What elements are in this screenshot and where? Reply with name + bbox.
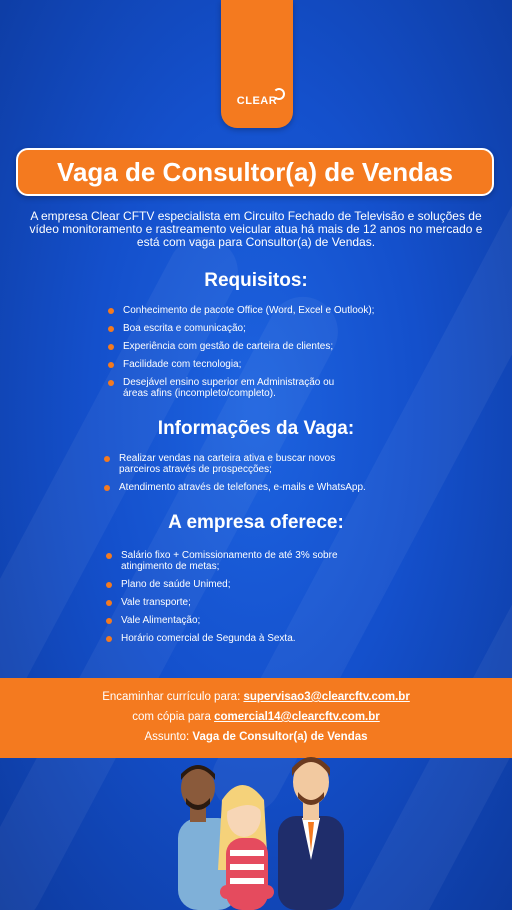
requisitos-list [108, 305, 438, 406]
list-item: Experiência com gestão de carteira de clientes; [108, 341, 438, 352]
informacoes-heading: Informações da Vaga: [157, 418, 355, 439]
bullet-icon [106, 618, 112, 624]
bullet-icon [106, 553, 112, 559]
contact-line-3: Assunto: Vaga de Consultor(a) de Vendas [144, 731, 368, 743]
woman-figure [218, 785, 274, 910]
list-item: Salário fixo + Comissionamento de até 3% sobre atingimento de metas; [106, 550, 381, 572]
bullet-icon [104, 485, 110, 491]
informacoes-list [104, 453, 404, 500]
email-link-supervisao[interactable]: supervisao3@clearcftv.com.br [243, 691, 410, 703]
list-item: Vale transporte; [106, 597, 386, 608]
bullet-icon [108, 380, 114, 386]
title-banner [16, 148, 494, 196]
intro-paragraph: A empresa Clear CFTV especialista em Circuito Fechado de Televisão e soluções de vídeo monitoramento e rastreamento veicular atua há mais de 12 anos no mercado e está com vaga para Consultor(a) de Vendas. [29, 209, 483, 249]
requisitos-heading: Requisitos: [204, 270, 308, 291]
oferece-heading: A empresa oferece: [168, 512, 344, 533]
contact-line-1: Encaminhar currículo para: supervisao3@clearcftv.com.br [102, 691, 410, 703]
list-item: Atendimento através de telefones, e-mails e WhatsApp. [104, 482, 404, 493]
logo-tab [221, 0, 293, 128]
man-right-figure [278, 757, 344, 910]
bullet-icon [104, 456, 110, 462]
bullet-icon [108, 344, 114, 350]
bullet-icon [108, 362, 114, 368]
list-item: Facilidade com tecnologia; [108, 359, 438, 370]
bullet-icon [108, 326, 114, 332]
list-item: Plano de saúde Unimed; [106, 579, 386, 590]
list-item: Desejável ensino superior em Administração ou áreas afins (incompleto/completo). [108, 377, 353, 399]
bullet-icon [108, 308, 114, 314]
list-item: Conhecimento de pacote Office (Word, Excel e Outlook); [108, 305, 438, 316]
contact-line-2: com cópia para comercial14@clearcftv.com.br [132, 711, 380, 723]
list-item: Horário comercial de Segunda à Sexta. [106, 633, 386, 644]
team-illustration [160, 740, 360, 910]
list-item: Boa escrita e comunicação; [108, 323, 438, 334]
list-item: Vale Alimentação; [106, 615, 386, 626]
logo-text: CLEAR [236, 95, 278, 107]
page-title: Vaga de Consultor(a) de Vendas [57, 156, 453, 187]
subject-text: Vaga de Consultor(a) de Vendas [192, 731, 368, 743]
email-link-comercial[interactable]: comercial14@clearcftv.com.br [214, 711, 380, 723]
bullet-icon [106, 600, 112, 606]
bullet-icon [106, 636, 112, 642]
bullet-icon [106, 582, 112, 588]
oferece-list [106, 550, 386, 651]
list-item: Realizar vendas na carteira ativa e buscar novos parceiros através de prospecções; [104, 453, 369, 475]
